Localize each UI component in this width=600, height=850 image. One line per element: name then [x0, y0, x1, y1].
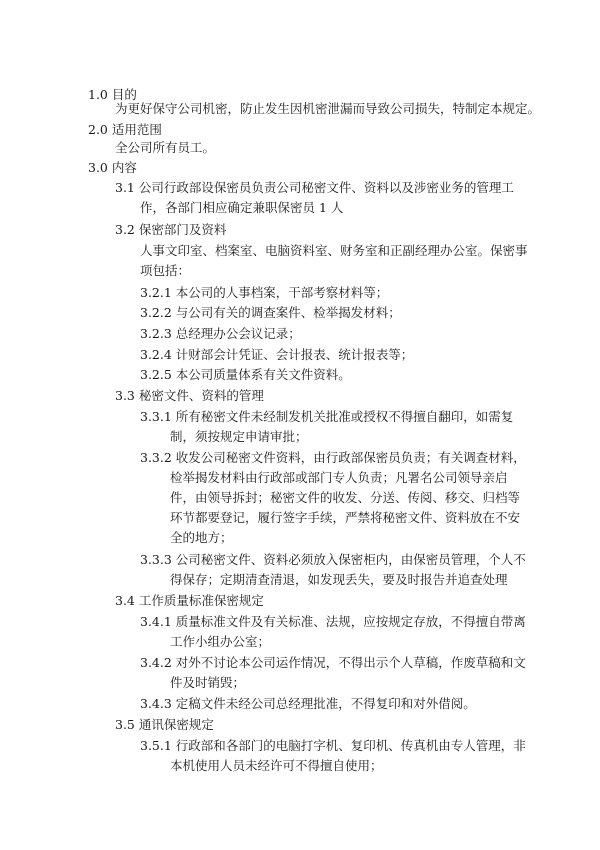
item-3-2-2: 3.2.2 与公司有关的调查案件、检举揭发材料； [140, 305, 401, 320]
section-3-heading: 3.0 内容 [88, 160, 137, 175]
section-2-body: 全公司所有员工。 [115, 140, 216, 155]
section-1-body: 为更好保守公司机密，防止发生因机密泄漏而导致公司损失，特制定本规定。 [115, 101, 541, 116]
item-3-2-3: 3.2.3 总经理办公会议记录； [140, 326, 301, 341]
item-3-4-3: 3.4.3 定稿文件未经公司总经理批准，不得复印和对外借阅。 [140, 696, 476, 711]
item-3-3-2-line-5: 全的地方； [170, 530, 233, 545]
item-3-3-heading: 3.3 秘密文件、资料的管理 [115, 388, 264, 403]
item-3-5-1-line-2: 本机使用人员未经许可不得擅自使用； [170, 758, 383, 773]
item-3-3-3-line-1: 3.3.3 公司秘密文件、资料必须放入保密柜内，由保密员管理，个人不 [140, 552, 526, 567]
item-3-5-heading: 3.5 通讯保密规定 [115, 717, 214, 732]
item-3-3-2-line-1: 3.3.2 收发公司秘密文件资料，由行政部保密员负责；有关调查材料， [140, 450, 526, 465]
section-2-heading: 2.0 适用范围 [88, 122, 162, 137]
item-3-3-1-line-1: 3.3.1 所有秘密文件未经制发机关批准或授权不得擅自翻印，如需复 [140, 409, 514, 424]
item-3-3-3-line-2: 得保存；定期清查清退，如发现丢失，要及时报告并追查处理 [170, 572, 508, 587]
item-3-2-intro-line-1: 人事文印室、档案室、电脑资料室、财务室和正副经理办公室。保密事 [140, 243, 528, 258]
item-3-3-2-line-2: 检举揭发材料由行政部或部门专人负责；凡署名公司领导亲启 [170, 470, 508, 485]
item-3-3-1-line-2: 制，须按规定申请审批； [170, 429, 308, 444]
item-3-3-2-line-3: 件，由领导拆封；秘密文件的收发、分送、传阅、移交、归档等 [170, 490, 521, 505]
item-3-4-2-line-2: 件及时销毁； [170, 675, 246, 690]
item-3-4-2-line-1: 3.4.2 对外不讨论本公司运作情况，不得出示个人草稿，作废草稿和文 [140, 655, 526, 670]
item-3-3-2-line-4: 环节都要登记，履行签字手续，严禁将秘密文件、资料放在不安 [170, 510, 521, 525]
item-3-4-1-line-2: 工作小组办公室； [170, 634, 271, 649]
item-3-4-heading: 3.4 工作质量标准保密规定 [115, 593, 264, 608]
item-3-2-1: 3.2.1 本公司的人事档案，干部考察材料等； [140, 285, 389, 300]
item-3-1-line-1: 3.1 公司行政部设保密员负责公司秘密文件、资料以及涉密业务的管理工 [115, 180, 514, 195]
item-3-2-heading: 3.2 保密部门及资料 [115, 222, 227, 237]
section-1-heading: 1.0 目的 [88, 87, 137, 102]
item-3-4-1-line-1: 3.4.1 质量标准文件及有关标准、法规，应按规定存放，不得擅自带离 [140, 614, 526, 629]
item-3-1-line-2: 作，各部门相应确定兼职保密员 1 人 [140, 200, 344, 215]
item-3-2-5: 3.2.5 本公司质量体系有关文件资料。 [140, 367, 351, 382]
item-3-2-4: 3.2.4 计财部会计凭证、会计报表、统计报表等； [140, 347, 414, 362]
item-3-2-intro-line-2: 项包括： [140, 263, 191, 278]
item-3-5-1-line-1: 3.5.1 行政部和各部门的电脑打字机、复印机、传真机由专人管理，非 [140, 738, 526, 753]
